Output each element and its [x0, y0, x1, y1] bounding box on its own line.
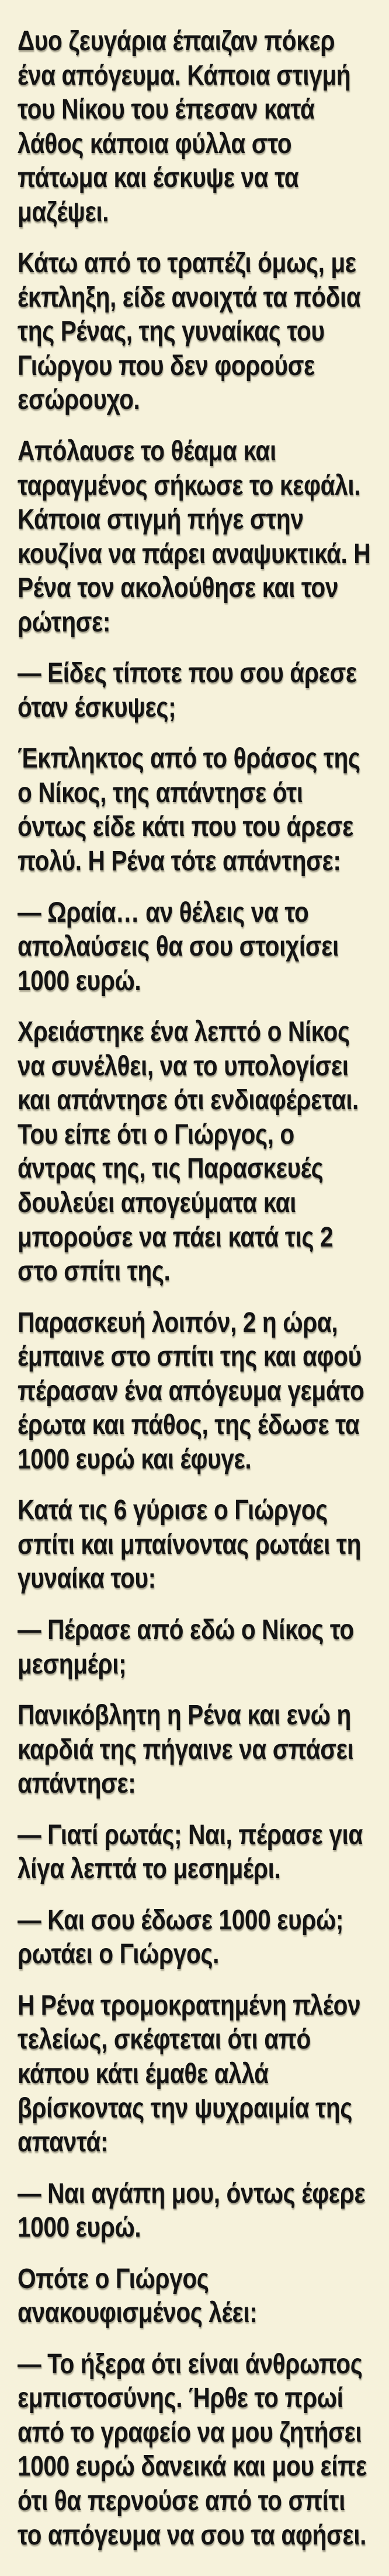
story-paragraph-9: Η Ρένα τρομοκρατημένη πλέον τελείως, σκέφτεται ότι από κάπου κάτι έμαθε αλλά βρίσκοντας την ψυχραιμία της απαντά: [18, 1990, 361, 2158]
story-dialogue-2: — Ωραία… αν θέλεις να το απολαύσεις θα σου στοιχίσει 1000 ευρώ. [18, 897, 339, 997]
story-paragraph-5: Χρειάστηκε ένα λεπτό ο Νίκος να συνέλθει, να το υπολογίσει και απάντησε ότι ενδιαφέρεται. Του είπε ότι ο Γιώργος, ο άντρας της, τις Παρασκευές δουλεύει απογεύματα και μπορούσε να πάει κατά τις 2 στο σπίτι της. [18, 1016, 359, 1287]
story-dialogue-6: — Ναι αγάπη μου, όντως έφερε 1000 ευρώ. [18, 2178, 366, 2244]
story-paragraph-3: Απόλαυσε το θέαμα και ταραγμένος σήκωσε το κεφάλι. Κάποια στιγμή πήγε στην κουζίνα να πάρει αναψυκτικά. Η Ρένα τον ακολούθησε και τον ρώτησε: [18, 436, 371, 638]
story-paragraph-8: Πανικόβλητη η Ρένα και ενώ η καρδιά της πήγαινε να σπάσει απάντησε: [18, 1700, 354, 1800]
story-dialogue-3: — Πέρασε από εδώ ο Νίκος το μεσημέρι; [18, 1614, 354, 1680]
story-dialogue-5: — Και σου έδωσε 1000 ευρώ; ρωτάει ο Γιώργος. [18, 1904, 344, 1970]
story-paragraph-4: Έκπληκτος από το θράσος της ο Νίκος, της απάντησε ότι όντως είδε κάτι που του άρεσε πολύ. Η Ρένα τότε απάντησε: [18, 743, 360, 877]
story-dialogue-4: — Γιατί ρωτάς; Ναι, πέρασε για λίγα λεπτά το μεσημέρι. [18, 1819, 363, 1885]
story-dialogue-7: — Το ήξερα ότι είναι άνθρωπος εμπιστοσύνης. Ήρθε το πρωί από το γραφείο να μου ζητήσει 1000 ευρώ δανεικά και μου είπε ότι θα περνούσε από το σπίτι το απόγευμα να σου τα αφήσει. [18, 2348, 367, 2551]
story-paragraph-7: Κατά τις 6 γύρισε ο Γιώργος σπίτι και μπαίνοντας ρωτάει τη γυναίκα του: [18, 1495, 362, 1595]
joke-story-text [18, 25, 371, 2553]
story-paragraph-10: Οπότε ο Γιώργος ανακουφισμένος λέει: [18, 2263, 258, 2329]
story-dialogue-1: — Είδες τίποτε που σου άρεσε όταν έσκυψες; [18, 658, 357, 723]
story-paragraph-1: Δυο ζευγάρια έπαιζαν πόκερ ένα απόγευμα. Κάποια στιγμή του Νίκου του έπεσαν κατά λάθος κάποια φύλλα στο πάτωμα και έσκυψε να τα μαζέψει. [18, 26, 351, 228]
story-paragraph-6: Παρασκευή λοιπόν, 2 η ώρα, έμπαινε στο σπίτι της και αφού πέρασαν ένα απόγευμα γεμάτο έρωτα και πάθος, της έδωσε τα 1000 ευρώ και έφυγε. [18, 1307, 364, 1475]
story-paragraph-2: Κάτω από το τραπέζι όμως, με έκπληξη, είδε ανοιχτά τα πόδια της Ρένας, της γυναίκας του Γιώργου που δεν φορούσε εσώρουχο. [18, 248, 361, 416]
